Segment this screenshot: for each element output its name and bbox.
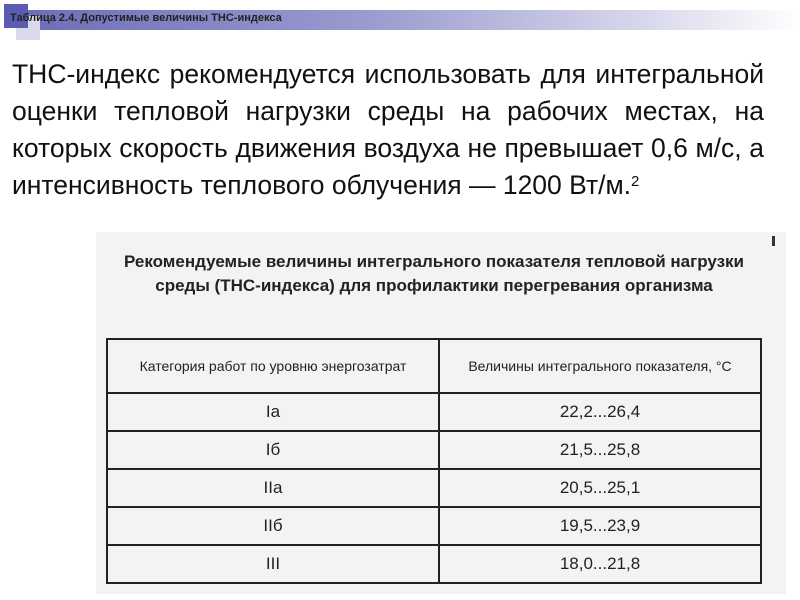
intro-text: ТНС-индекс рекомендуется использовать для интегральной оценки тепловой нагрузки среды на рабочих местах, на которых скорость движения воздуха не превышает 0,6 м/с, а интенсивность теплового облучения — 1200 Вт/м. xyxy=(12,59,764,200)
table-row xyxy=(107,431,761,469)
value-cell: 19,5...23,9 xyxy=(439,507,761,545)
table-header-row xyxy=(107,339,761,393)
table-caption: Рекомендуемые величины интегрального показателя тепловой нагрузки среды (ТНС-индекса) для профилактики перегревания организма xyxy=(123,252,744,295)
value-cell: 20,5...25,1 xyxy=(439,469,761,507)
header-bar xyxy=(0,0,800,44)
column-header-category: Категория работ по уровню энергозатрат xyxy=(107,339,439,393)
category-cell: IIб xyxy=(107,507,439,545)
category-cell: IIа xyxy=(107,469,439,507)
slide-header-title: Таблица 2.4. Допустимые величины ТНС-индекса xyxy=(10,12,282,24)
table-row xyxy=(107,507,761,545)
value-cell: 21,5...25,8 xyxy=(439,431,761,469)
column-header-value: Величины интегрального показателя, °С xyxy=(439,339,761,393)
table-row xyxy=(107,393,761,431)
table-row xyxy=(107,545,761,583)
value-cell: 18,0...21,8 xyxy=(439,545,761,583)
category-cell: Ia xyxy=(107,393,439,431)
scan-mark xyxy=(772,236,775,246)
category-cell: III xyxy=(107,545,439,583)
intro-paragraph xyxy=(12,56,764,204)
value-cell: 22,2...26,4 xyxy=(439,393,761,431)
intro-superscript: 2 xyxy=(631,173,640,190)
table-row xyxy=(107,469,761,507)
tns-index-table xyxy=(106,338,762,584)
category-cell: Iб xyxy=(107,431,439,469)
